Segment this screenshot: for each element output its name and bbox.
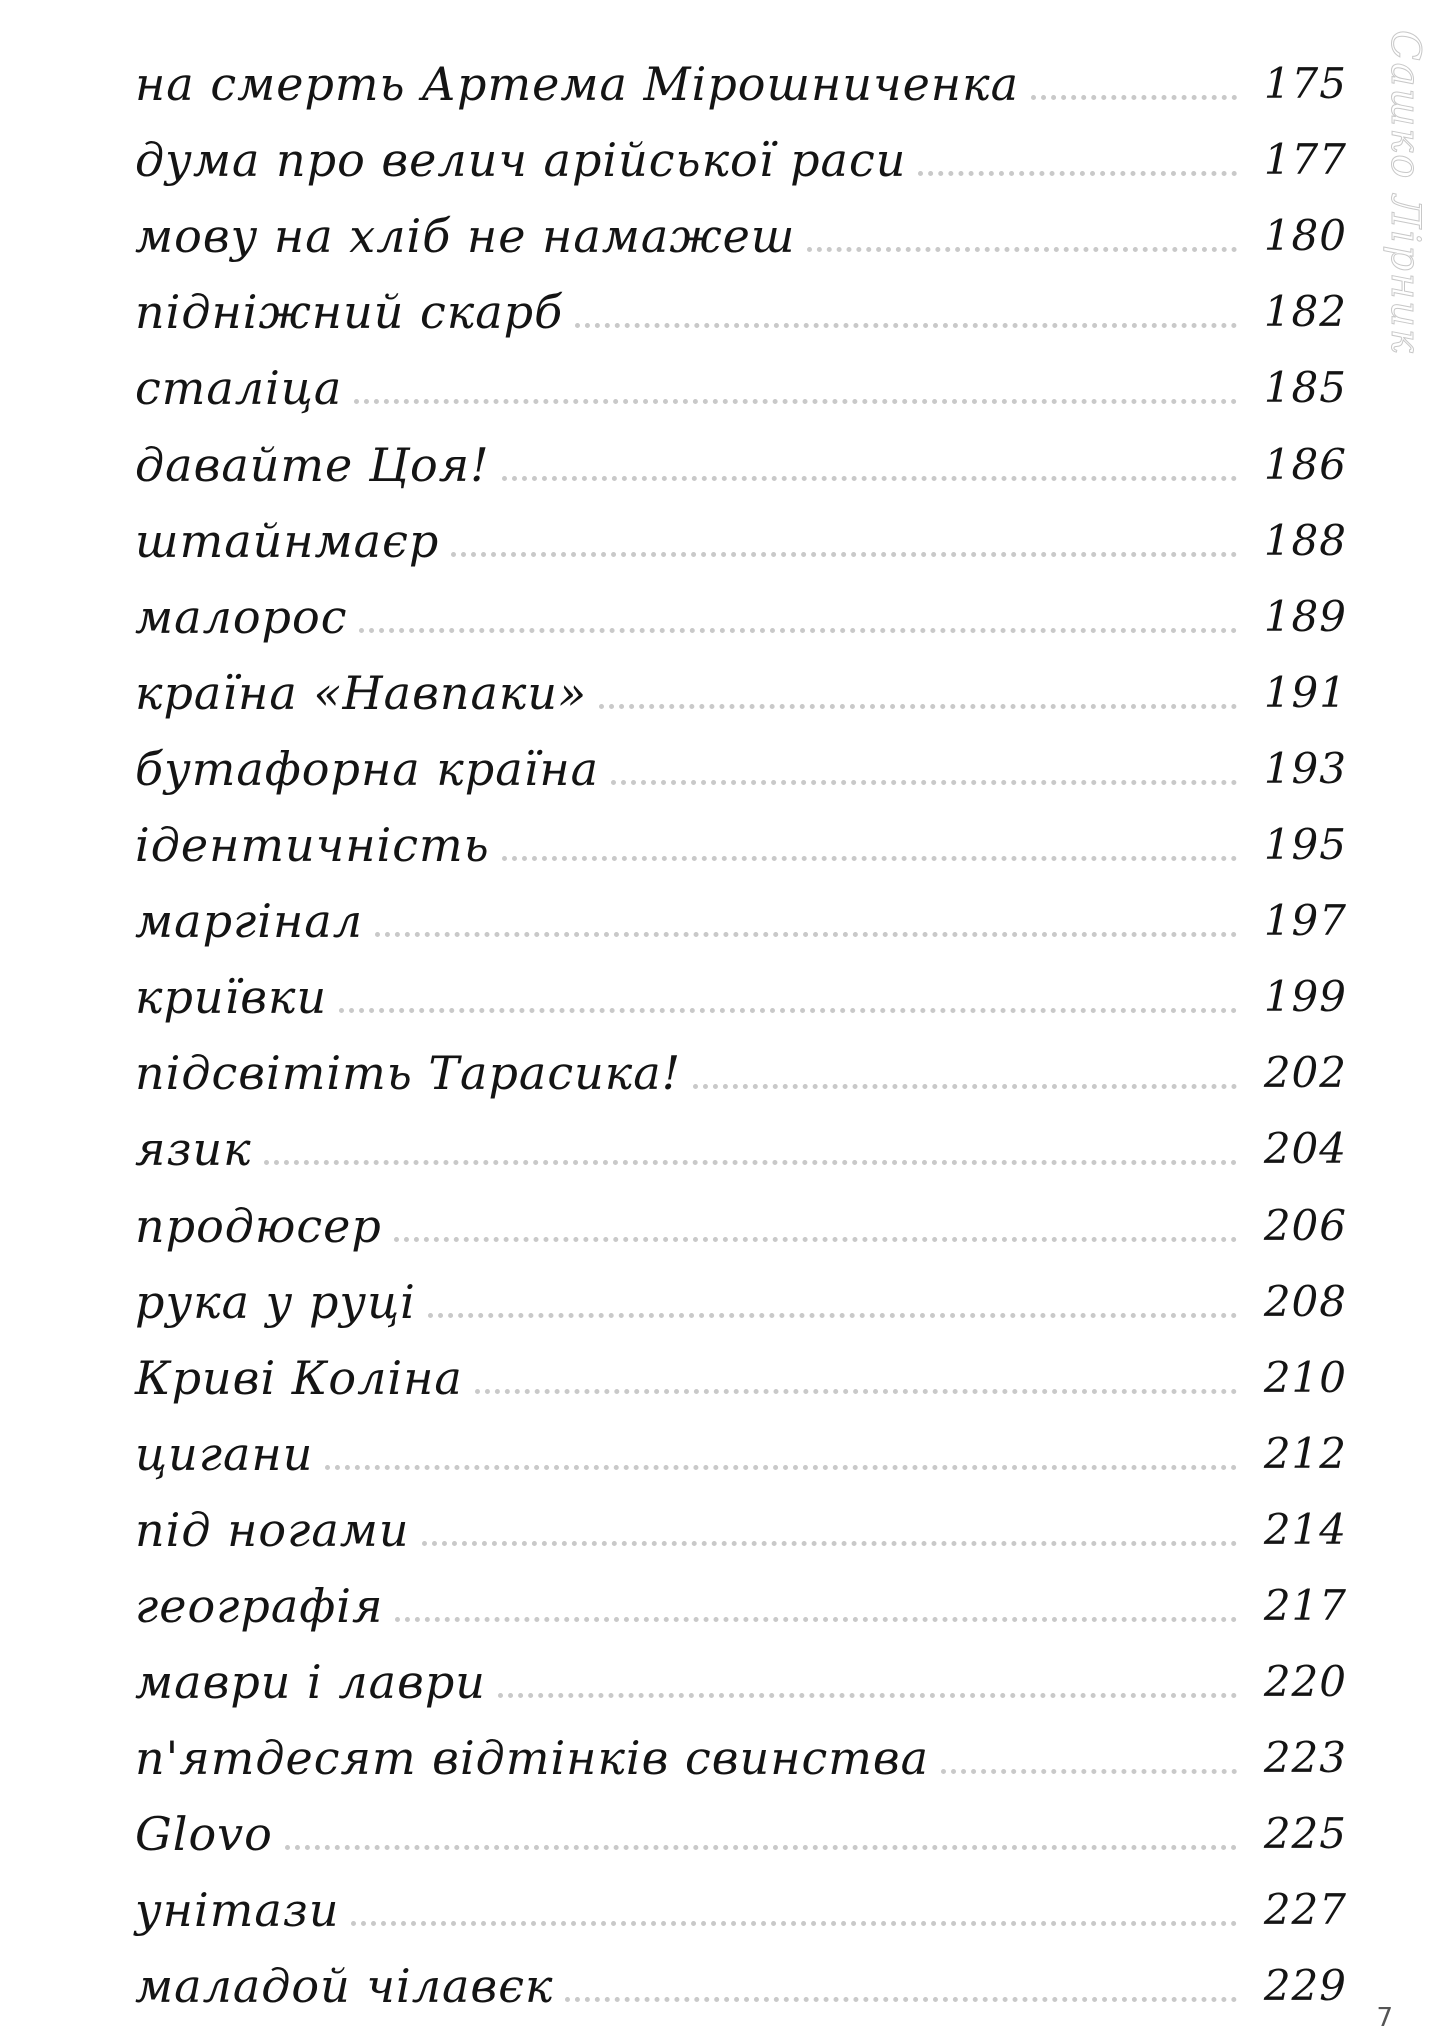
toc-entry-page-number: 206: [1263, 1200, 1347, 1250]
dot-leader: [502, 856, 1237, 861]
dot-leader: [575, 323, 1237, 328]
toc-entry: [135, 799, 1347, 875]
toc-entry-title: маладой чілавєк: [135, 1959, 554, 2014]
toc-entry: [135, 1484, 1347, 1560]
toc-entry-page-number: 214: [1263, 1504, 1347, 1554]
toc-entry-page-number: 208: [1263, 1276, 1347, 1326]
toc-entry: [135, 723, 1347, 799]
dot-leader: [611, 780, 1237, 785]
toc-entry-page-number: 223: [1263, 1733, 1347, 1783]
dot-leader: [359, 628, 1237, 633]
toc-entry-title: Glovo: [135, 1807, 273, 1862]
toc-entry-page-number: 195: [1263, 820, 1347, 870]
toc-entry-title: малорос: [135, 589, 348, 644]
toc-entry-page-number: 182: [1263, 287, 1347, 337]
toc-entry-title: країна «Навпаки»: [135, 665, 588, 720]
toc-entry-page-number: 177: [1263, 135, 1347, 185]
toc-entry: [135, 1712, 1347, 1788]
dot-leader: [395, 1617, 1237, 1622]
toc-entry: [135, 571, 1347, 647]
dot-leader: [422, 1541, 1237, 1546]
toc-entry-title: дума про велич арійської раси: [135, 133, 907, 188]
toc-entry: [135, 1864, 1347, 1940]
toc-entry-title: під ногами: [135, 1502, 410, 1557]
toc-entry: [135, 647, 1347, 723]
toc-entry-title: маври і лаври: [135, 1655, 486, 1710]
toc-entry-title: п'ятдесят відтінків свинства: [135, 1731, 930, 1786]
dot-leader: [502, 476, 1237, 481]
toc-entry-page-number: 188: [1263, 515, 1347, 565]
toc-entry-title: ідентичність: [135, 818, 490, 873]
toc-entry-page-number: 210: [1263, 1352, 1347, 1402]
dot-leader: [941, 1769, 1237, 1774]
toc-entry-title: Криві Коліна: [135, 1350, 463, 1405]
toc-entry-page-number: 212: [1263, 1428, 1347, 1478]
toc-entry: [135, 1636, 1347, 1712]
toc-entry-title: штайнмаєр: [135, 513, 440, 568]
dot-leader: [285, 1845, 1237, 1850]
dot-leader: [1031, 95, 1237, 100]
toc-entry-title: криївки: [135, 970, 328, 1025]
toc-entry-page-number: 193: [1263, 743, 1347, 793]
toc-entry-title: підніжний скарб: [135, 285, 564, 340]
toc-entry: [135, 1179, 1347, 1255]
dot-leader: [451, 552, 1237, 557]
dot-leader: [325, 1465, 1237, 1470]
toc-entry-title: географія: [135, 1578, 384, 1633]
toc-entry: [135, 1788, 1347, 1864]
toc-entry-title: давайте Цоя!: [135, 437, 490, 492]
toc-entry: [135, 875, 1347, 951]
toc-entry: [135, 1940, 1347, 2016]
dot-leader: [354, 399, 1237, 404]
toc-entry-page-number: 225: [1263, 1809, 1347, 1859]
toc-entry-title: цигани: [135, 1426, 314, 1481]
toc-entry-title: на смерть Артема Мірошниченка: [135, 57, 1019, 112]
toc-entry: [135, 1332, 1347, 1408]
toc-entry: [135, 418, 1347, 494]
toc-entry-page-number: 189: [1263, 591, 1347, 641]
toc-entry: [135, 1560, 1347, 1636]
toc-entry: [135, 1103, 1347, 1179]
toc-entry: [135, 495, 1347, 571]
toc-entry-page-number: 197: [1263, 896, 1347, 946]
toc-entry-page-number: 185: [1263, 363, 1347, 413]
dot-leader: [375, 932, 1237, 937]
toc-entry-title: маргінал: [135, 894, 363, 949]
dot-leader: [807, 247, 1237, 252]
dot-leader: [394, 1237, 1237, 1242]
toc-entry-title: мову на хліб не намажеш: [135, 209, 796, 264]
dot-leader: [351, 1921, 1237, 1926]
table-of-contents: [135, 38, 1347, 2016]
dot-leader: [264, 1160, 1237, 1165]
dot-leader: [599, 704, 1237, 709]
dot-leader: [693, 1084, 1237, 1089]
toc-entry-title: підсвітіть Тарасика!: [135, 1046, 682, 1101]
toc-entry-page-number: 217: [1263, 1580, 1347, 1630]
toc-entry-title: язик: [135, 1122, 252, 1177]
toc-entry-title: продюсер: [135, 1198, 382, 1253]
toc-entry-page-number: 229: [1263, 1961, 1347, 2011]
toc-entry: [135, 38, 1347, 114]
dot-leader: [339, 1008, 1237, 1013]
toc-entry: [135, 1027, 1347, 1103]
toc-entry: [135, 1256, 1347, 1332]
toc-entry-page-number: 204: [1263, 1124, 1347, 1174]
toc-entry: [135, 114, 1347, 190]
running-head-author: Сашко Лірник: [1382, 30, 1428, 355]
toc-entry-page-number: 191: [1263, 667, 1347, 717]
dot-leader: [475, 1389, 1237, 1394]
toc-entry-page-number: 220: [1263, 1657, 1347, 1707]
dot-leader: [428, 1313, 1237, 1318]
toc-entry-page-number: 180: [1263, 211, 1347, 261]
toc-entry-title: рука у руці: [135, 1274, 416, 1329]
toc-entry: [135, 1408, 1347, 1484]
dot-leader: [918, 171, 1237, 176]
toc-entry-title: бутафорна країна: [135, 741, 600, 796]
toc-entry-page-number: 175: [1263, 59, 1347, 109]
toc-entry-page-number: 227: [1263, 1885, 1347, 1935]
dot-leader: [498, 1693, 1237, 1698]
toc-entry-page-number: 199: [1263, 972, 1347, 1022]
toc-entry-page-number: 202: [1263, 1048, 1347, 1098]
toc-entry-page-number: 186: [1263, 439, 1347, 489]
toc-entry: [135, 951, 1347, 1027]
toc-entry-title: унітази: [135, 1883, 340, 1938]
dot-leader: [565, 1997, 1237, 2002]
folio-page-number: 7: [1376, 2003, 1393, 2033]
toc-entry-title: сталіца: [135, 361, 343, 416]
toc-entry: [135, 190, 1347, 266]
toc-entry: [135, 342, 1347, 418]
toc-entry: [135, 266, 1347, 342]
